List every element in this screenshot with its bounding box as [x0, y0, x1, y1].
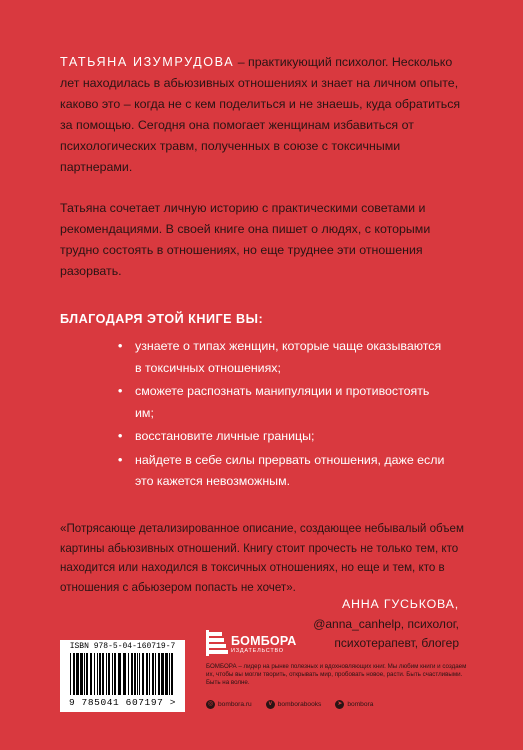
publisher-logo — [206, 630, 316, 658]
author-intro — [60, 52, 470, 178]
barcode-bar — [128, 653, 129, 695]
benefit-text: восстановите личные границы; — [135, 429, 315, 443]
book-description: Татьяна сочетает личную историю с практическими советами и рекомендациями. В своей книге она пишет о людях, с которыми трудно состоять в отношениях, но еще труднее эти отношения разорвать. — [60, 201, 431, 278]
instagram-icon: ◎ — [207, 701, 214, 707]
telegram-icon: ➤ — [337, 701, 343, 707]
barcode-bar — [137, 653, 138, 695]
benefit-text: узнаете о типах женщин, которые чаще оказываются в токсичных отношениях; — [135, 339, 442, 375]
quote-author-name: АННА ГУСЬКОВА, — [341, 597, 459, 611]
isbn-number: ISBN 978-5-04-160719-7 — [69, 642, 176, 651]
barcode-bar — [131, 653, 133, 695]
bullet-icon: • — [118, 429, 123, 443]
benefits-list — [118, 336, 448, 495]
barcode-bar — [97, 653, 98, 695]
social-link-telegram[interactable] — [335, 700, 373, 709]
bullet-icon: • — [118, 384, 123, 398]
barcode-bar — [169, 653, 170, 695]
barcode-bar — [94, 653, 95, 695]
bombora-logo-icon — [206, 630, 228, 656]
barcode-bar — [152, 653, 154, 695]
barcode-digits: 9 785041 607197 > — [68, 697, 177, 708]
benefit-text: найдете в себе силы прервать отношения, даже если это кажется невозможным. — [135, 452, 445, 488]
barcode-bar — [112, 653, 113, 695]
barcode-bar — [90, 653, 92, 695]
social-links — [206, 700, 476, 709]
list-item — [118, 381, 448, 424]
barcode-bar — [106, 653, 107, 695]
barcode-bar — [161, 653, 164, 695]
benefits-heading: БЛАГОДАРЯ ЭТОЙ КНИГЕ ВЫ: — [60, 312, 264, 326]
barcode-bar — [73, 653, 75, 695]
publisher-name: БОМБОРА — [231, 634, 297, 648]
barcode-bar — [76, 653, 79, 695]
barcode-bar — [118, 653, 121, 695]
author-intro-text: – практикующий психолог. Несколько лет находилась в абьюзивных отношениях и знает на личном опыте, каково это – когда не с кем поделиться и не знаешь, куда обратиться за помощью. Сегодня она помогает женщинам избавиться от психологических травм, полученных в союзе с токсичными партнерами. — [60, 55, 461, 174]
barcode-bar — [84, 653, 85, 695]
barcode-bar — [139, 653, 140, 695]
barcode-bar — [146, 653, 148, 695]
barcode-bar — [102, 653, 104, 695]
barcode-bar — [134, 653, 136, 695]
quote-author-role: психотерапевт, блогер — [334, 636, 459, 650]
barcode-bar — [142, 653, 144, 695]
barcode-bar — [158, 653, 160, 695]
barcode-bar — [80, 653, 83, 695]
barcode-bar — [165, 653, 168, 695]
social-link-vk[interactable] — [266, 700, 322, 709]
barcode-bar — [123, 653, 126, 695]
bullet-icon: • — [118, 452, 123, 467]
bullet-icon: • — [118, 339, 123, 353]
barcode — [60, 640, 185, 712]
barcode-bars — [70, 653, 175, 695]
publisher-sub: ИЗДАТЕЛЬСТВО — [231, 648, 284, 654]
social-label: bombora.ru — [218, 701, 252, 708]
list-item — [118, 336, 448, 379]
barcode-bar — [171, 653, 173, 695]
social-label: bombora — [347, 701, 374, 708]
barcode-bar — [155, 653, 156, 695]
quote-author-handle: @anna_canhelp, психолог, — [313, 616, 459, 631]
publisher-description: БОМБОРА – лидер на рынке полезных и вдохновляющих книг. Мы любим книги и создаем их, чтобы вы могли творить, открывать мир, пробовать новое, расти. Быть счастливыми. Быть на волне. — [206, 663, 467, 687]
social-label: bomborabooks — [277, 701, 322, 708]
social-link-site[interactable] — [206, 700, 252, 709]
barcode-bar — [108, 653, 110, 695]
author-name: ТАТЬЯНА ИЗУМРУДОВА — [60, 55, 235, 69]
list-item — [118, 426, 448, 448]
barcode-bar — [86, 653, 88, 695]
barcode-bar — [149, 653, 150, 695]
list-item — [118, 450, 448, 493]
barcode-bar — [70, 653, 71, 695]
review-quote: «Потрясающе детализированное описание, создающее небывалый объем картины абьюзивных отношений. Книгу стоит прочесть не только тем, кто находится или находился в токсичных отношениях, но еще и тем, кто в отношения с абьюзером попасть не хочет». — [60, 522, 464, 594]
barcode-bar — [114, 653, 116, 695]
vk-icon: v — [266, 700, 275, 709]
benefit-text: сможете распознать манипуляции и противостоять им; — [135, 384, 430, 420]
barcode-bar — [99, 653, 101, 695]
